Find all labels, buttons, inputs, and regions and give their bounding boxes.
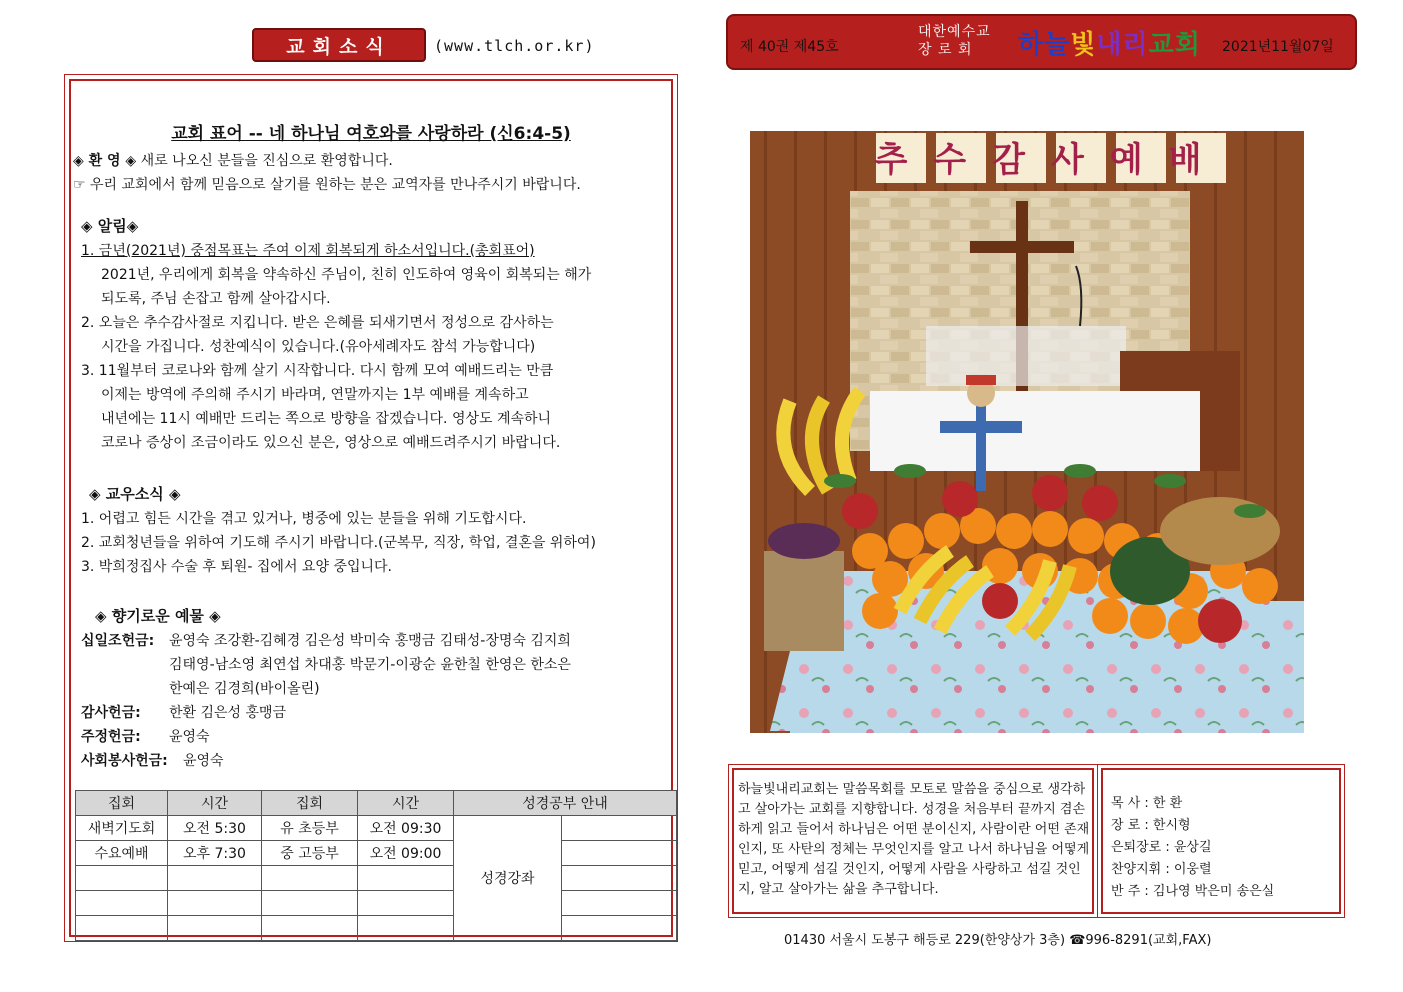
table-cell <box>562 816 677 841</box>
church-name <box>1018 24 1201 61</box>
church-name-part-1: 하늘 <box>1018 30 1071 60</box>
church-name-part-4: 교회 <box>1148 30 1201 60</box>
table-cell <box>262 891 358 916</box>
members-line-1: 1. 어렵고 힘든 시간을 겪고 있거나, 병중에 있는 분들을 위해 기도합시다. <box>81 511 527 527</box>
schedule-table <box>75 790 677 941</box>
table-cell <box>76 866 168 891</box>
members-line-2: 2. 교회청년들을 위하여 기도해 주시기 바랍니다.(군복무, 직장, 학업, 결혼을 위하여) <box>81 535 596 551</box>
staff-box <box>1097 764 1345 918</box>
table-cell: 새벽기도회 <box>76 816 168 841</box>
volume-number: 제 40권 제45호 <box>740 39 839 55</box>
table-cell <box>168 866 262 891</box>
thanksgiving-altar-illustration <box>750 131 1304 733</box>
schedule-header: 집회 <box>76 791 168 816</box>
staff-pastor: 목 사 : 한 환 <box>1111 796 1183 811</box>
church-name-part-2: 빛 <box>1070 30 1097 60</box>
news-badge: 교회소식 <box>252 28 426 62</box>
staff-elder: 장 로 : 한시형 <box>1111 818 1191 833</box>
schedule-header: 집회 <box>262 791 358 816</box>
members-heading: ◈ 교우소식 ◈ <box>89 485 181 503</box>
staff-inner <box>1101 768 1341 914</box>
weekly-label: 주정헌금: <box>81 729 141 745</box>
table-row <box>76 866 677 891</box>
social-names: 윤영숙 <box>183 753 224 769</box>
table-cell <box>562 866 677 891</box>
notice-line-3: 되도록, 주님 손잡고 함께 살아갑시다. <box>101 291 331 307</box>
table-row <box>76 841 677 866</box>
tithe-line-2: 김태영-남소영 최연섭 차대홍 박문기-이광순 윤한칠 한영은 한소은 <box>169 657 571 673</box>
notice-line-8: 내년에는 11시 예배만 드리는 쪽으로 방향을 잡겠습니다. 영상도 계속하니 <box>101 411 552 427</box>
denomination-line-2: 장 로 회 <box>918 42 973 58</box>
schedule-header: 시간 <box>168 791 262 816</box>
table-cell: 수요예배 <box>76 841 168 866</box>
banner-text: 추수감사예배 <box>874 140 1228 180</box>
study-cell: 성경강좌 <box>454 816 562 941</box>
notice-line-6: 3. 11월부터 코로나와 함께 살기 시작합니다. 다시 함께 모여 예배드리는 만큼 <box>81 363 554 379</box>
tithe-line-3: 한예은 김경희(바이올린) <box>169 681 320 697</box>
table-cell <box>562 841 677 866</box>
church-news-inner-frame <box>69 79 673 937</box>
notice-line-1: 1. 금년(2021년) 중점목표는 주여 이제 회복되게 하소서입니다.(총회표어) <box>81 243 535 259</box>
church-news-frame <box>64 74 678 942</box>
staff-accompanist: 반 주 : 김나영 박은미 송은실 <box>1111 884 1275 899</box>
welcome-text: 새로 나오신 분들을 진심으로 환영합니다. <box>140 153 393 169</box>
offering-heading: ◈ 향기로운 예물 ◈ <box>95 607 221 625</box>
notice-line-7: 이제는 방역에 주의해 주시기 바라며, 연말까지는 1부 예배를 계속하고 <box>101 387 529 403</box>
issue-date: 2021년11월07일 <box>1222 39 1334 55</box>
welcome-note: ☞ 우리 교회에서 함께 믿음으로 살기를 원하는 분은 교역자를 만나주시기 바랍니다. <box>73 177 581 193</box>
church-intro-box <box>728 764 1098 918</box>
weekly-names: 윤영숙 <box>169 729 210 745</box>
masthead <box>726 14 1357 70</box>
table-cell <box>262 916 358 941</box>
schedule-header: 성경공부 안내 <box>454 791 677 816</box>
tithe-line-1: 윤영숙 조강환-김혜경 김은성 박미숙 홍맹금 김태성-장명숙 김지희 <box>169 633 571 649</box>
denomination-line-1: 대한예수교 <box>918 24 991 40</box>
welcome-heading: ◈ 환 영 ◈ <box>73 153 137 169</box>
table-cell <box>76 891 168 916</box>
table-cell <box>168 916 262 941</box>
notice-line-4: 2. 오늘은 추수감사절로 지킵니다. 받은 은혜를 되새기면서 정성으로 감사하는 <box>81 315 554 331</box>
table-cell <box>262 866 358 891</box>
thanks-label: 감사헌금: <box>81 705 141 721</box>
table-cell: 오전 09:00 <box>358 841 454 866</box>
table-cell <box>168 891 262 916</box>
thanksgiving-photo <box>750 131 1304 733</box>
table-cell: 오후 7:30 <box>168 841 262 866</box>
banner <box>874 133 1227 183</box>
denomination <box>918 23 991 59</box>
church-intro-text: 하늘빛내리교회는 말씀목회를 모토로 말씀을 중심으로 생각하고 살아가는 교회를 지향합니다. 성경을 처음부터 끝까지 겸손하게 읽고 들어서 하나님은 어떤 분이신지, 사람이란 어떤 존재인지, 또 사탄의 정체는 무엇인지를 알고 나서 하나님을 어떻게 믿고, 어떻게 섬길 것인지, 어떻게 사람을 사랑하고 섬길 것인지, 알고 살아가는 삶을 추구합니다. <box>738 782 1090 897</box>
thanks-names: 한환 김은성 홍맹금 <box>169 705 287 721</box>
table-cell: 오전 09:30 <box>358 816 454 841</box>
table-cell <box>76 916 168 941</box>
table-cell: 오전 5:30 <box>168 816 262 841</box>
table-row <box>76 816 677 841</box>
notice-line-2: 2021년, 우리에게 회복을 약속하신 주님이, 친히 인도하여 영육이 회복되는 해가 <box>101 267 592 283</box>
table-cell <box>358 866 454 891</box>
table-cell <box>358 916 454 941</box>
social-label: 사회봉사헌금: <box>81 753 168 769</box>
staff-choir-director: 찬양지휘 : 이웅렬 <box>1111 862 1212 877</box>
table-row <box>76 916 677 941</box>
notice-heading: ◈ 알림◈ <box>81 217 139 235</box>
table-cell <box>562 916 677 941</box>
welcome-line <box>73 151 393 171</box>
church-address: 01430 서울시 도봉구 해등로 229(한양상가 3층) ☎996-8291(교회,FAX) <box>784 933 1212 948</box>
staff-retired-elder: 은퇴장로 : 윤상길 <box>1111 840 1212 855</box>
table-cell: 중 고등부 <box>262 841 358 866</box>
site-url[interactable]: (www.tlch.or.kr) <box>434 37 595 55</box>
notice-line-5: 시간을 가집니다. 성찬예식이 있습니다.(유아세례자도 참석 가능합니다) <box>101 339 536 355</box>
tithe-label: 십일조헌금: <box>81 633 155 649</box>
table-cell <box>562 891 677 916</box>
church-intro-inner <box>732 768 1094 914</box>
members-line-3: 3. 박희정집사 수술 후 퇴원- 집에서 요양 중입니다. <box>81 559 392 575</box>
church-motto: 교회 표어 -- 네 하나님 여호와를 사랑하라 (신6:4-5) <box>171 124 571 144</box>
table-row <box>76 891 677 916</box>
church-name-part-3: 내리 <box>1096 30 1149 60</box>
notice-line-9: 코로나 증상이 조금이라도 있으신 분은, 영상으로 예배드려주시기 바랍니다. <box>101 435 561 451</box>
table-cell <box>358 891 454 916</box>
schedule-header-row <box>76 791 677 816</box>
schedule-header: 시간 <box>358 791 454 816</box>
table-cell: 유 초등부 <box>262 816 358 841</box>
